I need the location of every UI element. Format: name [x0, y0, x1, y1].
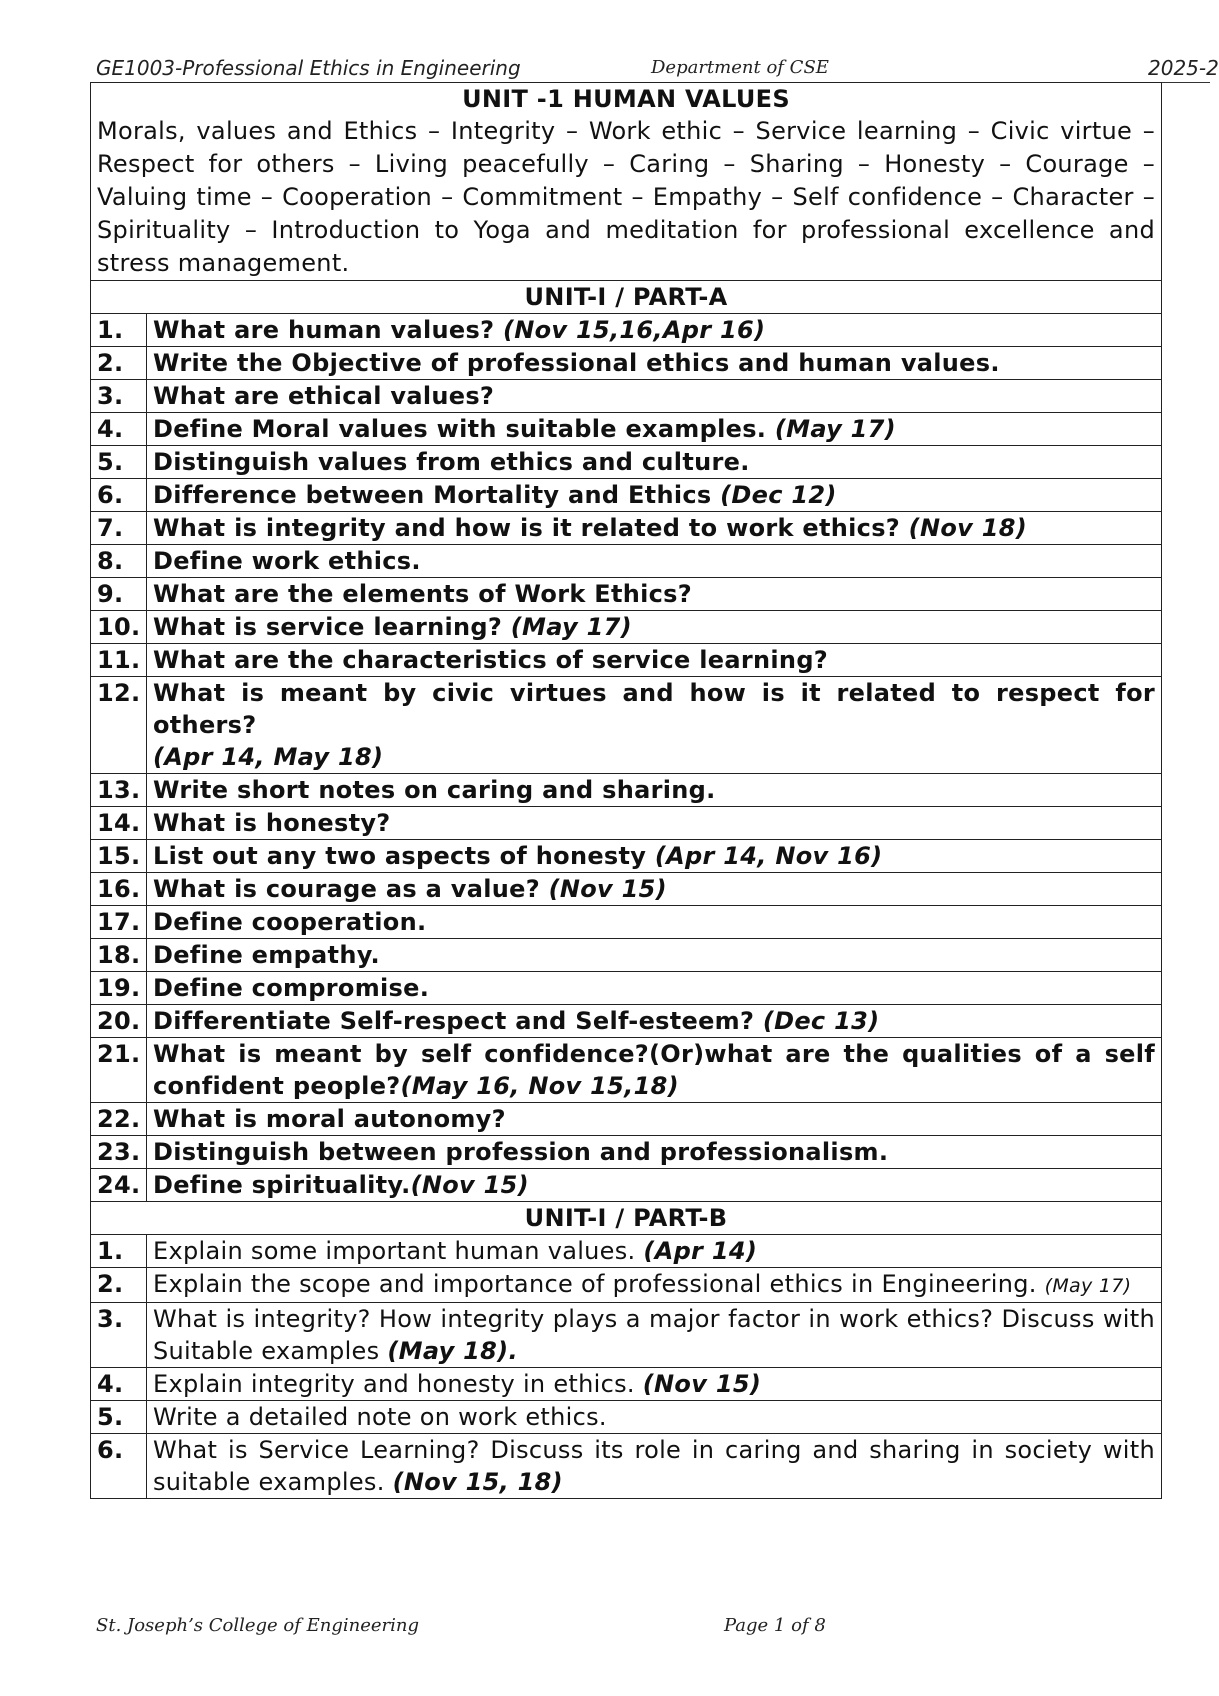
question-text: Differentiate Self-respect and Self-esteem?	[153, 1007, 763, 1035]
question-number: 17.	[91, 906, 147, 939]
question-cell	[147, 545, 1162, 578]
unit-header-row	[91, 83, 1162, 281]
question-number: 10.	[91, 611, 147, 644]
part-b-question-row	[91, 1434, 1162, 1499]
question-number: 11.	[91, 644, 147, 677]
question-text: Define work ethics.	[153, 547, 421, 575]
part-a-question-row	[91, 413, 1162, 446]
question-number: 5.	[91, 1401, 147, 1434]
question-number: 23.	[91, 1136, 147, 1169]
question-text: What is integrity and how is it related to work ethics?	[153, 514, 909, 542]
question-cell	[147, 380, 1162, 413]
page-header	[96, 56, 1219, 82]
question-number: 3.	[91, 1303, 147, 1368]
question-cell	[147, 413, 1162, 446]
question-number: 24.	[91, 1169, 147, 1202]
part-a-heading-row	[91, 281, 1162, 314]
question-number: 4.	[91, 413, 147, 446]
part-a-questions	[91, 314, 1162, 1202]
question-cell	[147, 1169, 1162, 1202]
question-number: 12.	[91, 677, 147, 774]
question-text: Define spirituality.	[153, 1171, 411, 1199]
question-cell	[147, 1235, 1162, 1268]
part-b-question-row	[91, 1368, 1162, 1401]
page-number: Page 1 of 8	[724, 1615, 826, 1636]
question-cell	[147, 479, 1162, 512]
question-text: Difference between Mortality and Ethics	[153, 481, 721, 509]
question-number: 22.	[91, 1103, 147, 1136]
question-cell	[147, 644, 1162, 677]
exam-reference: (Apr 14, Nov 16)	[654, 842, 883, 870]
part-a-question-row	[91, 611, 1162, 644]
question-number: 21.	[91, 1038, 147, 1103]
unit-cell	[91, 83, 1162, 281]
question-cell	[147, 1303, 1162, 1368]
question-number: 5.	[91, 446, 147, 479]
exam-reference: (May 16, Nov 15,18)	[400, 1072, 679, 1100]
question-cell	[147, 1401, 1162, 1434]
part-b-question-row	[91, 1401, 1162, 1434]
part-a-question-row	[91, 939, 1162, 972]
part-a-question-row	[91, 314, 1162, 347]
question-text: What is integrity? How integrity plays a major factor in work ethics? Discuss with Suitable examples	[153, 1305, 1155, 1365]
exam-reference: (May 17)	[1044, 1275, 1132, 1297]
part-a-heading: UNIT-I / PART-A	[91, 281, 1162, 314]
question-text: What is service learning?	[153, 613, 511, 641]
question-number: 3.	[91, 380, 147, 413]
question-number: 15.	[91, 840, 147, 873]
question-text: Write short notes on caring and sharing.	[153, 776, 716, 804]
question-cell	[147, 840, 1162, 873]
exam-reference: (Nov 15, 18)	[392, 1468, 563, 1496]
exam-reference: (Nov 15)	[642, 1370, 762, 1398]
page-footer	[96, 1615, 1096, 1645]
part-b-heading: UNIT-I / PART-B	[91, 1202, 1162, 1235]
question-text: What is meant by civic virtues and how is it related to respect for others?	[153, 679, 1155, 739]
question-number: 6.	[91, 1434, 147, 1499]
question-number: 1.	[91, 1235, 147, 1268]
question-cell	[147, 512, 1162, 545]
question-cell	[147, 1136, 1162, 1169]
question-number: 8.	[91, 545, 147, 578]
question-cell	[147, 446, 1162, 479]
question-number: 9.	[91, 578, 147, 611]
question-text: Define Moral values with suitable examples.	[153, 415, 775, 443]
exam-reference: (May 17)	[510, 613, 632, 641]
question-number: 19.	[91, 972, 147, 1005]
unit-syllabus: Morals, values and Ethics – Integrity – Work ethic – Service learning – Civic virtue – Respect for others – Living peacefully – Caring – Sharing – Honesty – Courage – Valuing time – Cooperation – Commitment – Empathy – Self confidence – Character – Spirituality – Introduction to Yoga and meditation for professional excellence and stress management.	[97, 117, 1155, 277]
college-name: St. Joseph’s College of Engineering	[96, 1615, 420, 1636]
question-cell	[147, 677, 1162, 774]
question-cell	[147, 611, 1162, 644]
question-text: What is honesty?	[153, 809, 391, 837]
question-number: 1.	[91, 314, 147, 347]
exam-reference: (Dec 12)	[720, 481, 837, 509]
part-a-question-row	[91, 677, 1162, 774]
question-cell	[147, 807, 1162, 840]
part-b-question-row	[91, 1303, 1162, 1368]
question-text: What are ethical values?	[153, 382, 495, 410]
question-cell	[147, 347, 1162, 380]
question-number: 13.	[91, 774, 147, 807]
question-text: What are the elements of Work Ethics?	[153, 580, 692, 608]
course-title: GE1003-Professional Ethics in Engineering	[96, 56, 521, 80]
question-text: What is moral autonomy?	[153, 1105, 506, 1133]
question-text: Explain the scope and importance of professional ethics in Engineering.	[153, 1270, 1045, 1298]
question-cell	[147, 774, 1162, 807]
part-a-question-row	[91, 1103, 1162, 1136]
question-text: What is Service Learning? Discuss its role in caring and sharing in society with suitable examples.	[153, 1436, 1155, 1496]
question-cell	[147, 1434, 1162, 1499]
unit-title: UNIT -1 HUMAN VALUES	[462, 85, 790, 113]
part-b-questions	[91, 1235, 1162, 1499]
question-number: 6.	[91, 479, 147, 512]
question-text: What is courage as a value?	[153, 875, 549, 903]
department-label: Department of CSE	[651, 57, 829, 78]
part-a-question-row	[91, 1169, 1162, 1202]
exam-reference: (Nov 18)	[908, 514, 1027, 542]
question-text: Distinguish between profession and professionalism.	[153, 1138, 889, 1166]
exam-reference: (Dec 13)	[762, 1007, 880, 1035]
question-text: Write a detailed note on work ethics.	[153, 1403, 607, 1431]
question-text: Define cooperation.	[153, 908, 427, 936]
part-b-question-row	[91, 1235, 1162, 1268]
question-cell	[147, 906, 1162, 939]
part-a-question-row	[91, 479, 1162, 512]
question-bank-table	[90, 82, 1162, 1499]
question-text: What are the characteristics of service learning?	[153, 646, 829, 674]
question-text: Explain some important human values.	[153, 1237, 644, 1265]
part-a-question-row	[91, 774, 1162, 807]
question-cell	[147, 939, 1162, 972]
exam-reference: (Nov 15)	[548, 875, 667, 903]
question-text: Explain integrity and honesty in ethics.	[153, 1370, 643, 1398]
part-a-question-row	[91, 1136, 1162, 1169]
part-a-question-row	[91, 1005, 1162, 1038]
part-a-question-row	[91, 512, 1162, 545]
exam-reference: (Apr 14)	[643, 1237, 758, 1265]
part-a-question-row	[91, 906, 1162, 939]
part-b-question-row	[91, 1268, 1162, 1303]
question-text: Define compromise.	[153, 974, 430, 1002]
question-cell	[147, 1005, 1162, 1038]
question-cell	[147, 314, 1162, 347]
question-text: Write the Objective of professional ethics and human values.	[153, 349, 1000, 377]
question-cell	[147, 1103, 1162, 1136]
question-number: 7.	[91, 512, 147, 545]
question-text: Define empathy.	[153, 941, 380, 969]
exam-reference: (Nov 15,16,Apr 16)	[502, 316, 766, 344]
question-text: List out any two aspects of honesty	[153, 842, 655, 870]
part-a-question-row	[91, 380, 1162, 413]
question-text: What is meant by self confidence?(Or)what are the qualities of a self confident people?	[153, 1040, 1155, 1100]
exam-reference: (Apr 14, May 18)	[153, 743, 384, 771]
question-number: 2.	[91, 347, 147, 380]
question-cell	[147, 1038, 1162, 1103]
part-a-question-row	[91, 840, 1162, 873]
exam-reference: (May 17)	[774, 415, 896, 443]
part-a-question-row	[91, 644, 1162, 677]
question-number: 4.	[91, 1368, 147, 1401]
part-a-question-row	[91, 347, 1162, 380]
question-cell	[147, 1268, 1162, 1303]
question-number: 2.	[91, 1268, 147, 1303]
question-cell	[147, 578, 1162, 611]
part-a-question-row	[91, 873, 1162, 906]
question-text: Distinguish values from ethics and culture.	[153, 448, 750, 476]
exam-reference: (May 18).	[387, 1337, 518, 1365]
question-cell	[147, 972, 1162, 1005]
question-cell	[147, 1368, 1162, 1401]
part-a-question-row	[91, 545, 1162, 578]
question-number: 18.	[91, 939, 147, 972]
question-number: 20.	[91, 1005, 147, 1038]
question-text: What are human values?	[153, 316, 503, 344]
question-cell	[147, 873, 1162, 906]
question-number: 16.	[91, 873, 147, 906]
part-a-question-row	[91, 807, 1162, 840]
academic-year: 2025-2	[1148, 56, 1219, 80]
part-b-heading-row	[91, 1202, 1162, 1235]
part-a-question-row	[91, 1038, 1162, 1103]
part-a-question-row	[91, 578, 1162, 611]
part-a-question-row	[91, 446, 1162, 479]
exam-reference: (Nov 15)	[410, 1171, 529, 1199]
question-number: 14.	[91, 807, 147, 840]
part-a-question-row	[91, 972, 1162, 1005]
